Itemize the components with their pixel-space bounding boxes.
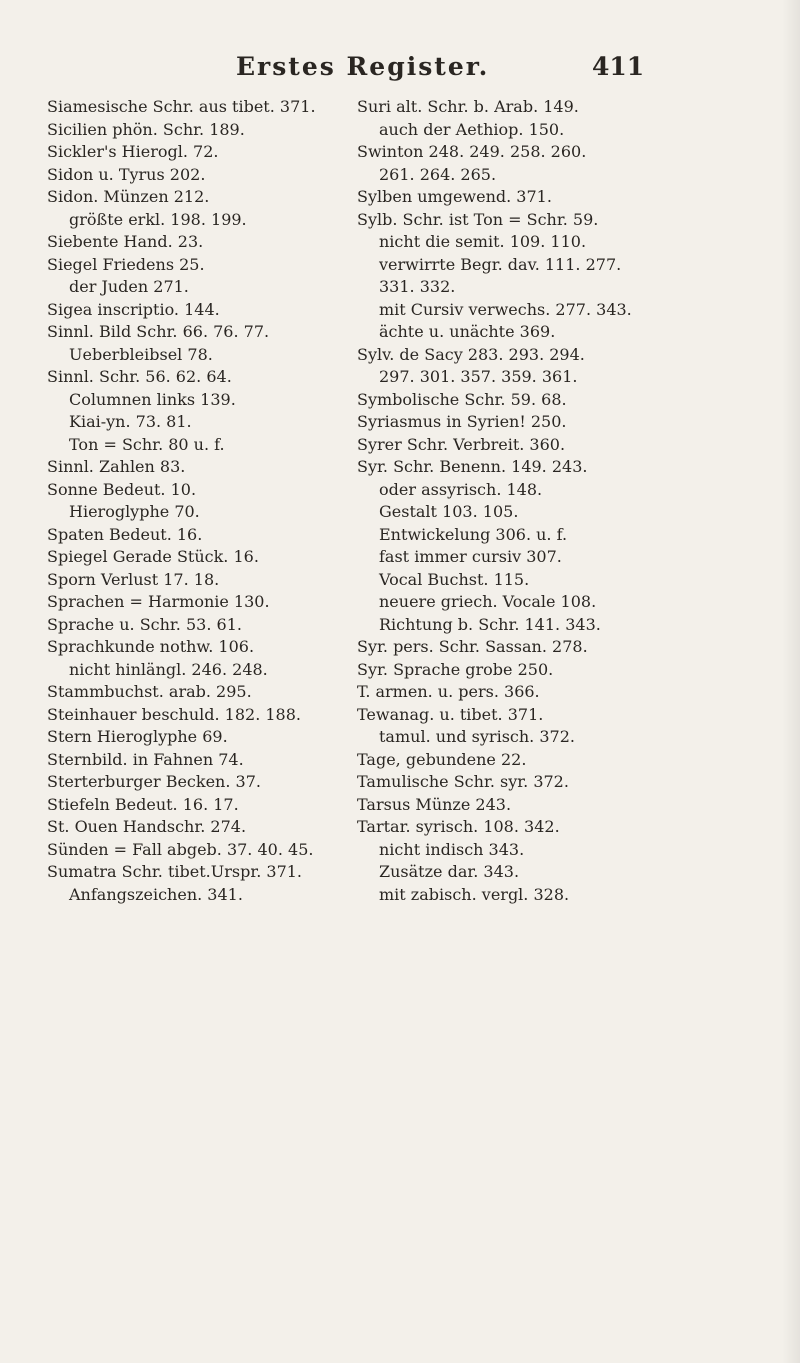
index-entry: Siamesische Schr. aus tibet. 371.: [47, 97, 316, 116]
index-entry: Syriasmus in Syrien! 250.: [357, 412, 567, 431]
index-entry: mit Cursiv verwechs. 277. 343.: [379, 299, 632, 319]
index-entry: oder assyrisch. 148.: [379, 479, 543, 499]
index-entry: Kiai-yn. 73. 81.: [69, 412, 192, 431]
index-entry: Sinnl. Schr. 56. 62. 64.: [47, 367, 232, 386]
index-entry: Sicilien phön. Schr. 189.: [47, 119, 245, 139]
index-entry: Ton = Schr. 80 u. f.: [69, 434, 225, 454]
index-entry: Sinnl. Zahlen 83.: [47, 457, 186, 476]
index-entry: Sylb. Schr. ist Ton = Schr. 59.: [357, 209, 599, 229]
index-entry: Siebente Hand. 23.: [47, 232, 204, 251]
index-entry: Syrer Schr. Verbreit. 360.: [357, 434, 566, 454]
index-entry: T. armen. u. pers. 366.: [357, 682, 540, 701]
index-entry: Sidon. Münzen 212.: [47, 187, 210, 206]
index-entry: Ueberbleibsel 78.: [69, 344, 213, 364]
index-entry: 261. 264. 265.: [379, 164, 497, 184]
index-entry: tamul. und syrisch. 372.: [379, 727, 575, 746]
page-header: [0, 52, 800, 92]
index-entry: Syr. Schr. Benenn. 149. 243.: [357, 457, 588, 476]
index-entry: fast immer cursiv 307.: [379, 547, 562, 566]
index-entry: Sinnl. Bild Schr. 66. 76. 77.: [47, 322, 270, 341]
index-entry: Sonne Bedeut. 10.: [47, 479, 197, 499]
index-entry: der Juden 271.: [69, 277, 189, 296]
index-entry: Sylben umgewend. 371.: [357, 187, 552, 206]
index-entry: größte erkl. 198. 199.: [69, 209, 247, 229]
index-entry: Columnen links 139.: [69, 389, 236, 409]
running-title: Erstes Register.: [236, 52, 490, 81]
index-entry: Tewanag. u. tibet. 371.: [357, 704, 544, 724]
index-entry: Sprache u. Schr. 53. 61.: [47, 614, 242, 634]
index-entry: Sternbild. in Fahnen 74.: [47, 749, 244, 769]
index-entry: Tartar. syrisch. 108. 342.: [357, 817, 560, 836]
page-spine-shadow: [782, 0, 800, 1363]
index-entry: Suri alt. Schr. b. Arab. 149.: [357, 97, 579, 116]
index-entry: mit zabisch. vergl. 328.: [379, 884, 570, 904]
index-entry: Sylv. de Sacy 283. 293. 294.: [357, 344, 585, 364]
index-entry: Tarsus Münze 243.: [357, 794, 512, 814]
index-entry: nicht hinlängl. 246. 248.: [69, 659, 268, 679]
index-entry: Syr. pers. Schr. Sassan. 278.: [357, 637, 588, 656]
index-entry: Vocal Buchst. 115.: [379, 569, 530, 589]
index-entry: Sterterburger Becken. 37.: [47, 772, 261, 791]
index-entry: Sporn Verlust 17. 18.: [47, 569, 220, 589]
index-entry: Zusätze dar. 343.: [379, 862, 520, 881]
index-entry: Stammbuchst. arab. 295.: [47, 682, 252, 701]
index-entry: Hieroglyphe 70.: [69, 502, 200, 521]
index-entry: Sigea inscriptio. 144.: [47, 299, 220, 319]
index-entry: Syr. Sprache grobe 250.: [357, 659, 554, 679]
index-entry: auch der Aethiop. 150.: [379, 119, 565, 139]
index-entry: Symbolische Schr. 59. 68.: [357, 389, 567, 409]
index-entry: Anfangszeichen. 341.: [69, 884, 243, 904]
index-entry: Sidon u. Tyrus 202.: [47, 164, 206, 184]
index-entry: Entwickelung 306. u. f.: [379, 524, 568, 544]
index-entry: Swinton 248. 249. 258. 260.: [357, 142, 587, 161]
index-column-left: [47, 96, 337, 906]
index-entry: verwirrte Begr. dav. 111. 277.: [379, 254, 622, 274]
index-entry: 331. 332.: [379, 277, 456, 296]
page-number: 411: [592, 52, 645, 81]
index-column-right: [357, 96, 657, 906]
index-entry: Sumatra Schr. tibet.Urspr. 371.: [47, 862, 303, 881]
index-entry: Siegel Friedens 25.: [47, 254, 205, 274]
index-entry: Sprachkunde nothw. 106.: [47, 637, 255, 656]
index-entry: nicht indisch 343.: [379, 839, 525, 859]
index-entry: St. Ouen Handschr. 274.: [47, 817, 247, 836]
index-entry: neuere griech. Vocale 108.: [379, 592, 597, 611]
index-entry: Richtung b. Schr. 141. 343.: [379, 614, 601, 634]
index-entry: Tamulische Schr. syr. 372.: [357, 772, 569, 791]
index-entry: Steinhauer beschuld. 182. 188.: [47, 704, 301, 724]
index-entry: Tage, gebundene 22.: [357, 749, 527, 769]
index-entry: nicht die semit. 109. 110.: [379, 232, 587, 251]
index-entry: ächte u. unächte 369.: [379, 322, 556, 341]
index-entry: Gestalt 103. 105.: [379, 502, 519, 521]
index-entry: Sünden = Fall abgeb. 37. 40. 45.: [47, 839, 314, 859]
index-entry: Stiefeln Bedeut. 16. 17.: [47, 794, 239, 814]
index-entry: Spiegel Gerade Stück. 16.: [47, 547, 259, 566]
index-entry: Sprachen = Harmonie 130.: [47, 592, 270, 611]
index-entry: Stern Hieroglyphe 69.: [47, 727, 228, 746]
index-entry: Spaten Bedeut. 16.: [47, 524, 203, 544]
index-entry: 297. 301. 357. 359. 361.: [379, 367, 578, 386]
index-entry: Sickler's Hierogl. 72.: [47, 142, 219, 161]
